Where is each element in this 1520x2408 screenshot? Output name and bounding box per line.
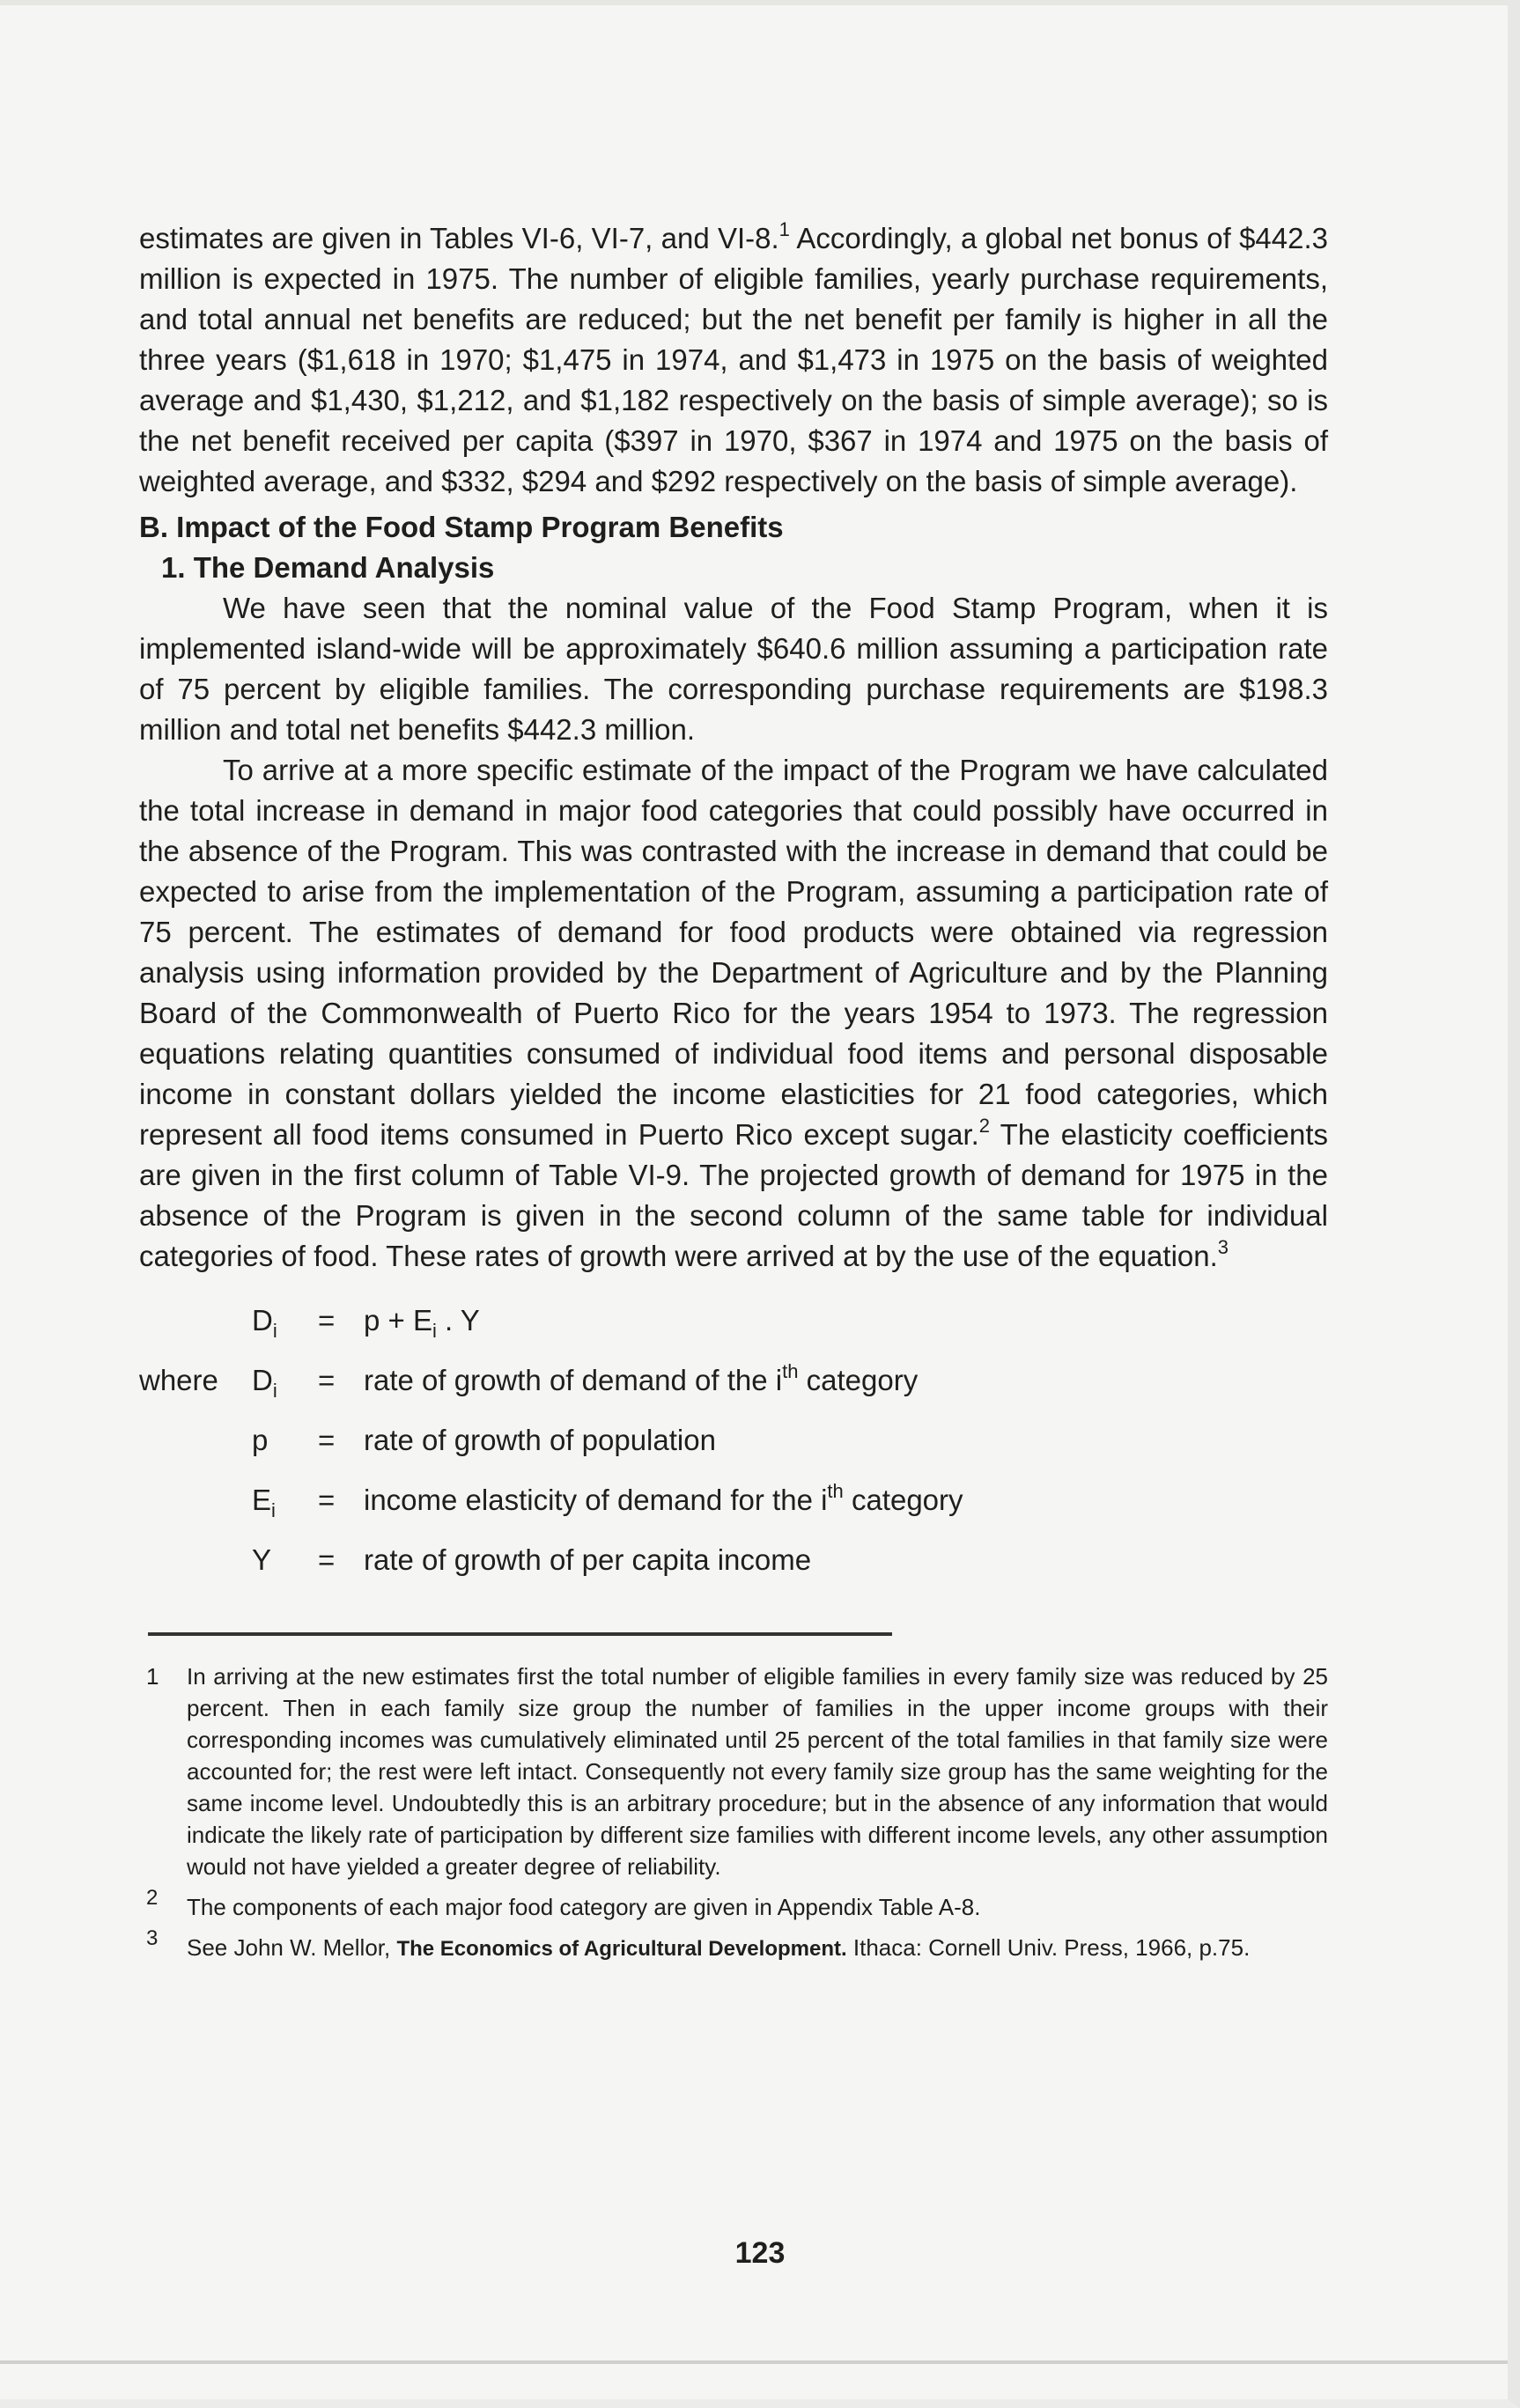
page-bottom-edge — [0, 2360, 1508, 2364]
footnote-2 — [139, 1886, 1328, 1923]
equation-block — [139, 1291, 1328, 1590]
definition-text: rate of growth of per capita income — [364, 1543, 812, 1576]
definition-symbol: p — [252, 1424, 269, 1456]
footnote-marker: 2 — [146, 1886, 159, 1910]
definition-symbol: Y — [252, 1543, 272, 1576]
equation-main — [139, 1291, 1328, 1351]
footnote-marker: 1 — [146, 1663, 159, 1690]
equals-sign: = — [318, 1424, 336, 1456]
paragraph-net-bonus: estimates are given in Tables VI-6, VI-7, and VI-8.$^1$ Accordingly, a global net bonus of $442.3 million is expected in 1975. The number of eligible families, yearly purchase requirements, and total annual net benefits are reduced; but the net benefit per family is higher in all the three years ($1,618 in 1970; $1,475 in 1974, and $1,473 in 1975 on the basis of weighted average and $1,430, $1,212, and $1,182 respectively on the basis of simple average); so is the net benefit received per capita ($397 in 1970, $367 in 1974 and 1975 on the basis of weighted average, and $332, $294 and $292 respectively on the basis of simple average). — [139, 218, 1329, 497]
footnote-text: In arriving at the new estimates first the total number of eligible families in every family size was reduced by 25 percent. Then in each family size group the number of families in the upper income groups with their corresponding incomes was cumulatively eliminated until 25 percent of the total families in that family size were accounted for; the rest were left intact. Consequently not every family size group has the same weighting for the same income level. Undoubtedly this is an arbitrary procedure; but in the absence of any information that would indicate the likely rate of participation by different size families with different income levels, any other assumption would not have yielded a greater degree of reliability. — [187, 1663, 1328, 1880]
definition-text: rate of growth of demand of the $i^{th}$ category — [364, 1360, 919, 1396]
definition-symbol: $E_i$ — [252, 1484, 276, 1521]
definition-symbol: $D_i$ — [252, 1364, 277, 1402]
page-content — [139, 218, 1328, 1965]
paragraph-nominal-value: We have seen that the nominal value of the Food Stamp Program, when it is implemented island-wide will be approximately $640.6 million assuming a participation rate of 75 percent by eligible families. The corresponding purchase requirements are $198.3 million and total net benefits $442.3 million. — [139, 592, 1328, 746]
equation-rhs: $p + E_i$ . Y — [364, 1304, 480, 1342]
footnotes — [139, 1661, 1328, 1965]
footnote-text: See John W. Mellor, The Economics of Agricultural Development. Ithaca: Cornell Univ. Press, 1966, p.75. — [187, 1934, 1251, 1961]
footnote-1 — [139, 1661, 1328, 1882]
footnote-ref-2: 2 — [978, 1115, 991, 1137]
equation-lhs: $D_i$ — [252, 1304, 277, 1342]
footnote-3 — [139, 1926, 1328, 1965]
definition-row — [139, 1470, 1328, 1530]
footnote-marker: 3 — [146, 1926, 159, 1950]
footnote-divider — [148, 1632, 892, 1636]
page-number: 123 — [734, 2236, 786, 2270]
equals-sign: = — [318, 1304, 336, 1337]
definition-text: rate of growth of population — [364, 1424, 716, 1456]
paragraph-demand-estimate: To arrive at a more specific estimate of the impact of the Program we have calculated the total increase in demand in major food categories that could possibly have occurred in the absence of the Program. This was contrasted with the increase in demand that could be expected to arise from the implementation of the Program, assuming a participation rate of 75 percent. The estimates of demand for food products were obtained via regression analysis using information provided by the Department of Agriculture and by the Planning Board of the Commonwealth of Puerto Rico for the years 1954 to 1973. The regression equations relating quantities consumed of individual food items and personal disposable income in constant dollars yielded the income elasticities for 21 food categories, which represent all food items consumed in Puerto Rico except sugar.$^2$ The elasticity coefficients are given in the first column of Table VI-9. The projected growth of demand for 1975 in the absence of the Program is given in the second column of the same table for individual categories of food. These rates of growth were arrived at by the use of the equation.$^3$ — [139, 754, 1328, 1272]
definition-row — [139, 1351, 1328, 1410]
definition-text: income elasticity of demand for the $i^{th}$ category — [364, 1480, 963, 1516]
subsection-heading-1: 1. The Demand Analysis — [161, 551, 495, 584]
section-heading-b: B. Impact of the Food Stamp Program Benefits — [139, 511, 784, 543]
definition-row — [139, 1410, 1328, 1470]
page-top-edge — [0, 0, 1508, 5]
where-label: where — [139, 1364, 218, 1396]
equals-sign: = — [318, 1484, 336, 1516]
footnote-ref-1: 1 — [778, 218, 790, 240]
equals-sign: = — [318, 1543, 336, 1576]
equals-sign: = — [318, 1364, 336, 1396]
citation-title: The Economics of Agricultural Development. — [396, 1937, 847, 1961]
footnote-ref-3: 3 — [1217, 1236, 1229, 1258]
footnote-text: The components of each major food category are given in Appendix Table A-8. — [187, 1894, 981, 1920]
definition-row — [139, 1530, 1328, 1590]
